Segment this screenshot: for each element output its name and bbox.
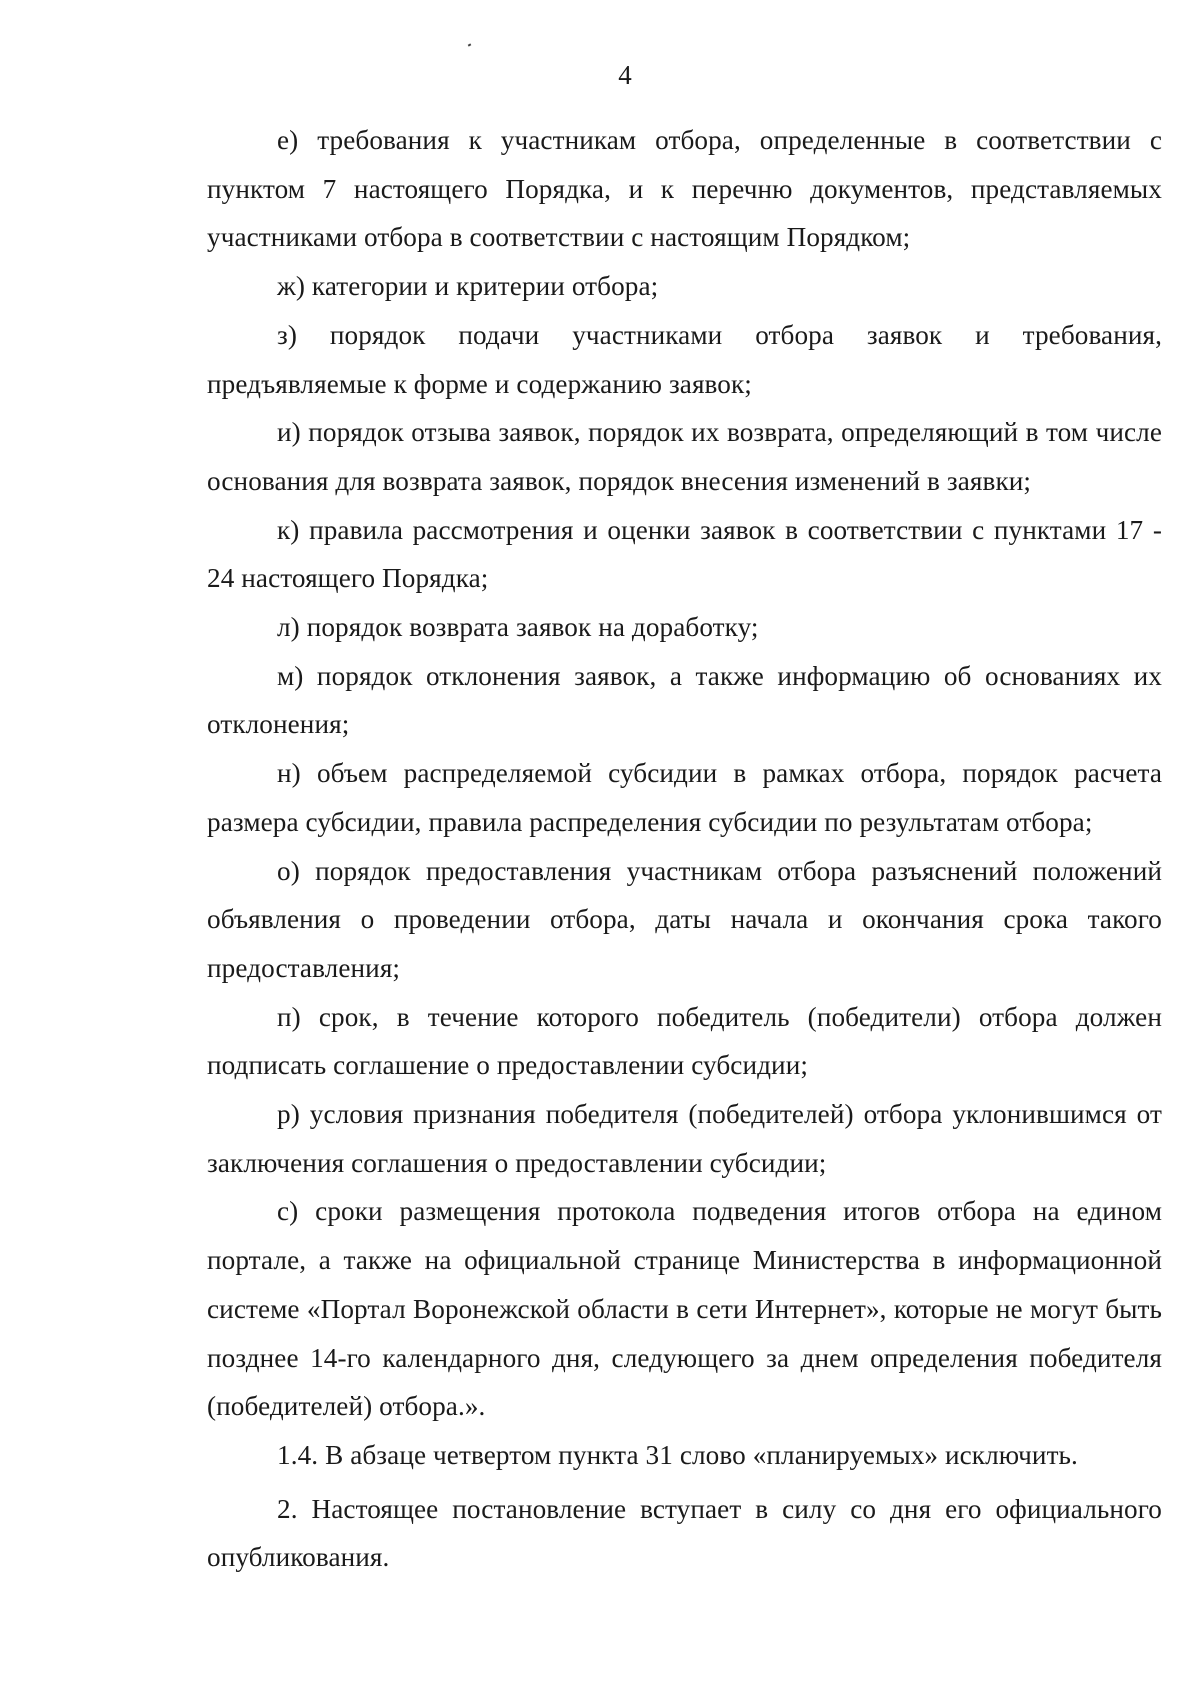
paragraph-i: и) порядок отзыва заявок, порядок их возврата, определяющий в том числе основания для возврата заявок, порядок внесения изменений в заявки; xyxy=(207,417,1162,496)
document-body xyxy=(207,116,1162,1582)
paragraph-r: р) условия признания победителя (победителей) отбора уклонившимся от заключения соглашения о предоставлении субсидии; xyxy=(207,1099,1162,1178)
paragraph-o: о) порядок предоставления участникам отбора разъяснений положений объявления о проведении отбора, даты начала и окончания срока такого предоставления; xyxy=(207,855,1162,983)
paragraph-n: н) объем распределяемой субсидии в рамках отбора, порядок расчета размера субсидии, правила распределения субсидии по результатам отбора; xyxy=(207,758,1162,837)
paragraph-s: с) сроки размещения протокола подведения итогов отбора на едином портале, а также на официальной странице Министерства в информационной системе «Портал Воронежской области в сети Интернет», которые не могут быть позднее 14-го календарного дня, следующего за днем определения победителя (победителей) отбора.». xyxy=(207,1196,1162,1422)
paragraph-z: з) порядок подачи участниками отбора заявок и требования, предъявляемые к форме и содержанию заявок; xyxy=(207,319,1162,399)
paragraph-e: е) требования к участникам отбора, определенные в соответствии с пунктом 7 настоящего Порядка, и к перечню документов, представляемых участниками отбора в соответствии с настоящим Порядком; xyxy=(207,125,1162,253)
scan-speck xyxy=(468,43,472,46)
page-number: 4 xyxy=(618,60,632,90)
paragraph-m: м) порядок отклонения заявок, а также информацию об основаниях их отклонения; xyxy=(207,660,1162,740)
paragraph-l: л) порядок возврата заявок на доработку; xyxy=(277,612,759,643)
paragraph-1-4: 1.4. В абзаце четвертом пункта 31 слово «планируемых» исключить. xyxy=(277,1439,1078,1470)
paragraph-k: к) правила рассмотрения и оценки заявок в соответствии с пунктами 17 - 24 настоящего Порядка; xyxy=(207,514,1162,594)
paragraph-2: 2. Настоящее постановление вступает в силу со дня его официального опубликования. xyxy=(207,1493,1162,1573)
paragraph-zh: ж) категории и критерии отбора; xyxy=(277,271,659,302)
paragraph-p: п) срок, в течение которого победитель (победители) отбора должен подписать соглашение о предоставлении субсидии; xyxy=(207,1001,1162,1081)
